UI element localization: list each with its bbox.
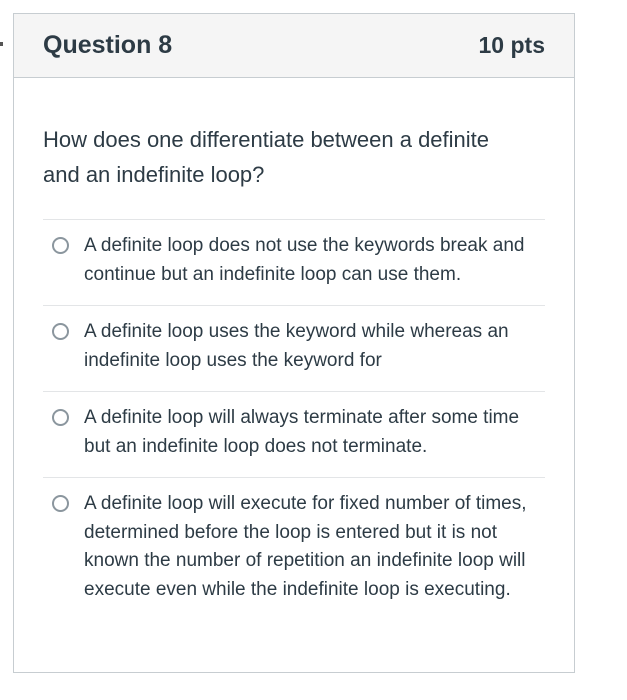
question-text: How does one differentiate between a definite and an indefinite loop? — [43, 127, 490, 187]
answer-label[interactable]: A definite loop will always terminate after some time but an indefinite loop does not terminate. — [84, 407, 520, 457]
answer-label[interactable]: A definite loop does not use the keywords break and continue but an indefinite loop can use them. — [84, 235, 525, 285]
radio-button-icon[interactable] — [52, 409, 69, 426]
answer-option-4[interactable] — [43, 477, 545, 620]
question-body — [14, 122, 574, 620]
question-header — [14, 14, 574, 78]
question-title: Question 8 — [43, 31, 173, 59]
radio-button-icon[interactable] — [52, 495, 69, 512]
answer-list — [43, 219, 545, 620]
edge-marker — [0, 42, 3, 46]
answer-option-3[interactable] — [43, 391, 545, 477]
question-card — [13, 13, 575, 673]
radio-button-icon[interactable] — [52, 323, 69, 340]
answer-option-1[interactable] — [43, 219, 545, 305]
answer-label[interactable]: A definite loop will execute for fixed number of times, determined before the loop is entered but it is not known the number of repetition an indefinite loop will execute even while the indefinite loop is executing. — [84, 493, 527, 600]
answer-option-2[interactable] — [43, 305, 545, 391]
answer-label[interactable]: A definite loop uses the keyword while whereas an indefinite loop uses the keyword for — [84, 321, 509, 371]
question-points: 10 pts — [478, 32, 545, 58]
radio-button-icon[interactable] — [52, 237, 69, 254]
